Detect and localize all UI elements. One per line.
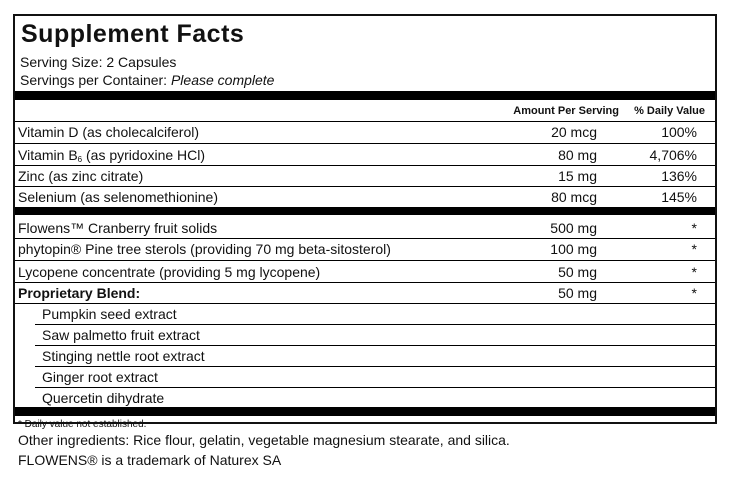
row-rule xyxy=(35,345,715,346)
serving-size: Serving Size: 2 Capsules xyxy=(20,54,177,70)
nutrient-amount: 15 mg xyxy=(558,168,597,184)
ingredient-amount: 50 mg xyxy=(558,285,597,301)
nutrient-name: Zinc (as zinc citrate) xyxy=(18,168,144,184)
panel-title: Supplement Facts xyxy=(21,20,245,48)
nutrient-name: Selenium (as selenomethionine) xyxy=(18,189,218,205)
section-bar xyxy=(15,207,715,215)
ingredient-dv: * xyxy=(691,264,697,280)
nutrient-dv: 4,706% xyxy=(649,147,697,163)
ingredient-amount: 50 mg xyxy=(558,264,597,280)
other-ingredients-text: Other ingredients: Rice flour, gelatin, vegetable magnesium stearate, and silica. xyxy=(18,432,510,448)
footnote: * Daily value not established. xyxy=(18,419,147,430)
trademark-text: FLOWENS® is a trademark of Naturex SA xyxy=(18,452,282,468)
row-rule xyxy=(15,186,715,187)
nutrient-amount: 80 mcg xyxy=(551,189,597,205)
nutrient-name-part: (as pyridoxine HCl) xyxy=(82,147,206,163)
ingredient-name: Flowens™ Cranberry fruit solids xyxy=(18,220,218,236)
nutrient-amount: 20 mcg xyxy=(551,124,597,140)
ingredient-name: Lycopene concentrate (providing 5 mg lycopene) xyxy=(18,264,321,280)
dv-column-header: % Daily Value xyxy=(634,105,705,117)
nutrient-dv: 136% xyxy=(661,168,697,184)
row-rule xyxy=(35,324,715,325)
ingredient-dv: * xyxy=(691,285,697,301)
ingredient-dv: * xyxy=(691,241,697,257)
supplement-facts-panel xyxy=(13,14,717,430)
ingredient-amount: 500 mg xyxy=(550,220,597,236)
row-rule xyxy=(15,282,715,283)
blend-item: Stinging nettle root extract xyxy=(42,348,205,364)
nutrient-name-part: Vitamin B xyxy=(18,147,78,163)
servings-per-container-label: Servings per Container: xyxy=(20,72,168,88)
row-rule xyxy=(15,238,715,239)
nutrient-name: Vitamin D (as cholecalciferol) xyxy=(18,124,200,140)
nutrient-dv: 100% xyxy=(661,124,697,140)
servings-per-container-value: Please complete xyxy=(170,72,275,88)
header-bar xyxy=(15,91,715,100)
bottom-bar xyxy=(15,407,715,416)
column-header-rule xyxy=(15,121,715,122)
proprietary-blend-label: Proprietary Blend: xyxy=(18,285,141,301)
amount-column-header: Amount Per Serving xyxy=(513,105,619,117)
row-rule xyxy=(35,366,715,367)
ingredient-name: phytopin® Pine tree sterols (providing 70 mg beta-sitosterol) xyxy=(18,241,391,257)
ingredient-dv: * xyxy=(691,220,697,236)
row-rule xyxy=(15,303,715,304)
row-rule xyxy=(15,143,715,144)
ingredient-amount: 100 mg xyxy=(550,241,597,257)
blend-item: Quercetin dihydrate xyxy=(42,390,165,406)
row-rule xyxy=(15,260,715,261)
nutrient-amount: 80 mg xyxy=(558,147,597,163)
blend-item: Pumpkin seed extract xyxy=(42,306,177,322)
blend-item: Ginger root extract xyxy=(42,369,158,385)
servings-per-container xyxy=(20,72,274,88)
nutrient-dv: 145% xyxy=(661,189,697,205)
nutrient-name-subscript: 6 xyxy=(77,155,83,164)
nutrient-name xyxy=(18,147,205,164)
row-rule xyxy=(15,165,715,166)
blend-item: Saw palmetto fruit extract xyxy=(42,327,200,343)
row-rule xyxy=(35,387,715,388)
